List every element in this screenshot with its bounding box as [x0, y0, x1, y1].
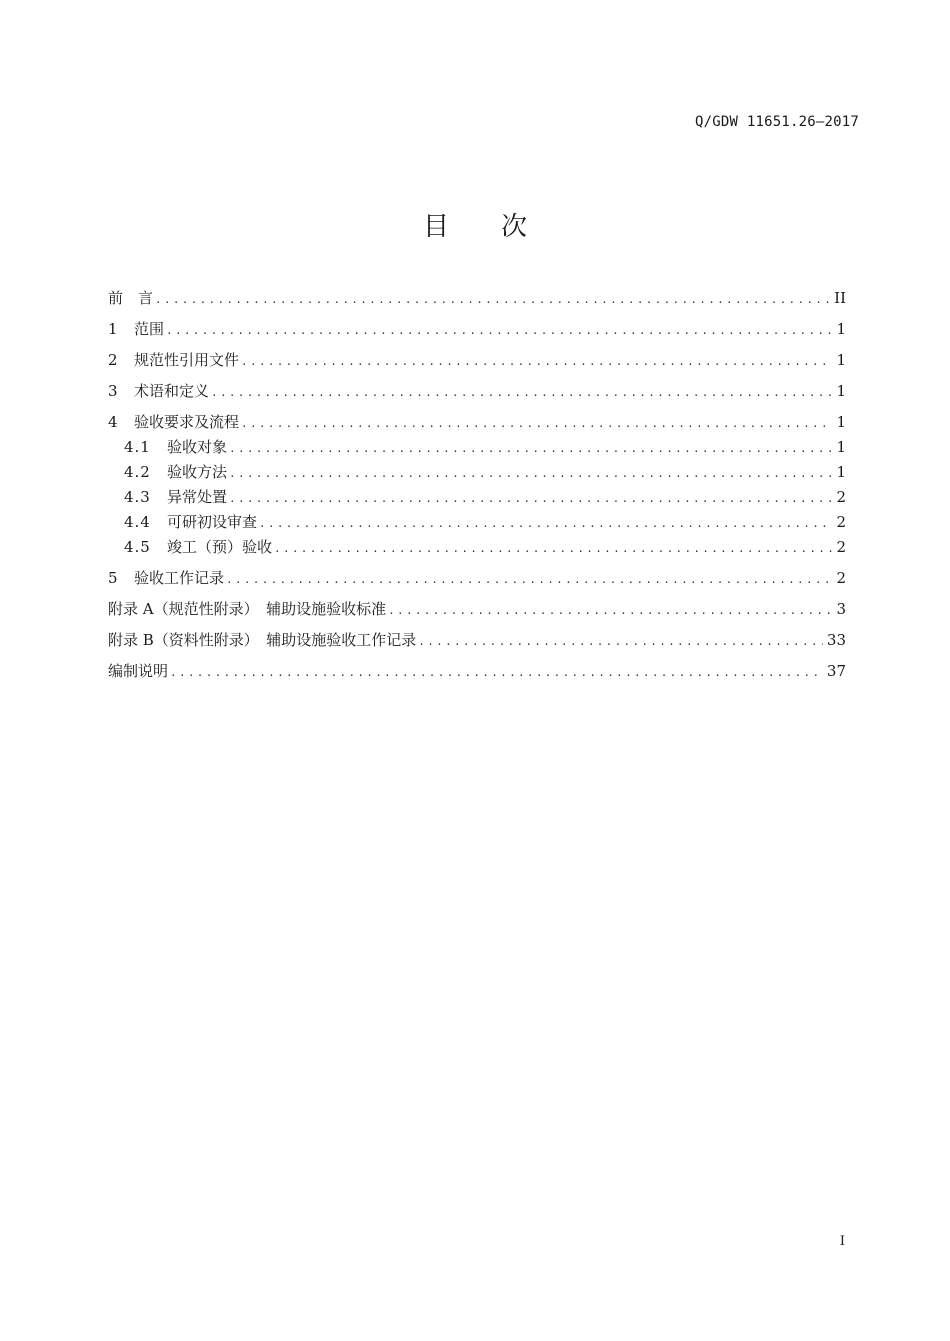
- toc-entry-text: 异常处置: [167, 488, 228, 506]
- page-title: 目次: [422, 212, 579, 242]
- toc-entry-page: 1: [836, 463, 846, 481]
- toc-entry-page: 2: [836, 569, 846, 587]
- toc-leader-dots: [166, 318, 832, 343]
- toc-entry-page: 1: [836, 351, 846, 369]
- toc-entry-page: 2: [836, 488, 846, 506]
- toc-entry-number: 1: [108, 320, 118, 338]
- toc-entry-number: 4.2: [124, 463, 151, 481]
- toc-entry-text: 竣工（预）验收: [167, 538, 273, 556]
- toc-entry-terms[interactable]: [108, 379, 846, 404]
- toc-entry-page: 3: [836, 600, 846, 618]
- toc-entry-completion-acceptance[interactable]: [108, 535, 846, 560]
- toc-entry-feasibility-review[interactable]: [108, 510, 846, 535]
- toc-entry-page: 1: [836, 382, 846, 400]
- toc-entry-page: II: [834, 289, 846, 307]
- toc-entry-exception-handling[interactable]: [108, 485, 846, 510]
- toc-entry-text: 附录 A（规范性附录） 辅助设施验收标准: [108, 600, 387, 618]
- toc-leader-dots: [241, 411, 832, 436]
- toc-leader-dots: [229, 486, 832, 511]
- toc-entry-text: 验收要求及流程: [134, 413, 240, 431]
- toc-entry-number: 4: [108, 413, 118, 431]
- toc-entry-acceptance-object[interactable]: [108, 435, 846, 460]
- table-of-contents: [108, 286, 846, 684]
- toc-entry-text: 规范性引用文件: [134, 351, 240, 369]
- toc-entry-text: 范围: [134, 320, 165, 338]
- toc-entry-number: 4.3: [124, 488, 151, 506]
- toc-leader-dots: [229, 461, 832, 486]
- toc-entry-appendix-b[interactable]: [108, 628, 846, 653]
- toc-entry-text: 验收对象: [167, 438, 228, 456]
- toc-entry-text: 验收方法: [167, 463, 228, 481]
- toc-entry-number: 4.1: [124, 438, 151, 456]
- toc-entry-scope[interactable]: [108, 317, 846, 342]
- toc-entry-acceptance-requirements[interactable]: [108, 410, 846, 435]
- toc-leader-dots: [170, 660, 823, 685]
- toc-entry-text: 附录 B（资料性附录） 辅助设施验收工作记录: [108, 631, 417, 649]
- toc-entry-text: 前 言: [108, 289, 154, 307]
- toc-entry-number: 4.5: [124, 538, 151, 556]
- toc-entry-appendix-a[interactable]: [108, 597, 846, 622]
- toc-entry-acceptance-method[interactable]: [108, 460, 846, 485]
- toc-entry-text: 术语和定义: [134, 382, 210, 400]
- toc-leader-dots: [155, 287, 830, 312]
- toc-leader-dots: [241, 349, 832, 374]
- toc-entry-number: 4.4: [124, 513, 151, 531]
- toc-leader-dots: [211, 380, 832, 405]
- document-code: Q/GDW 11651.26—2017: [695, 114, 859, 130]
- toc-entry-number: 5: [108, 569, 118, 587]
- toc-entry-number: 3: [108, 382, 118, 400]
- toc-entry-page: 1: [836, 438, 846, 456]
- toc-leader-dots: [418, 629, 823, 654]
- toc-entry-text: 编制说明: [108, 662, 169, 680]
- toc-entry-compilation-notes[interactable]: [108, 659, 846, 684]
- page-number: I: [839, 1234, 845, 1249]
- toc-entry-page: 33: [826, 631, 846, 649]
- toc-entry-normative-references[interactable]: [108, 348, 846, 373]
- toc-entry-page: 2: [836, 513, 846, 531]
- toc-leader-dots: [388, 598, 832, 623]
- toc-leader-dots: [274, 536, 832, 561]
- toc-entry-page: 37: [826, 662, 846, 680]
- toc-entry-text: 验收工作记录: [134, 569, 225, 587]
- toc-leader-dots: [226, 567, 832, 592]
- toc-entry-page: 1: [836, 320, 846, 338]
- toc-leader-dots: [259, 511, 832, 536]
- toc-entry-number: 2: [108, 351, 118, 369]
- toc-leader-dots: [229, 436, 832, 461]
- toc-entry-page: 2: [836, 538, 846, 556]
- toc-entry-text: 可研初设审查: [167, 513, 258, 531]
- toc-entry-foreword[interactable]: [108, 286, 846, 311]
- toc-entry-page: 1: [836, 413, 846, 431]
- toc-entry-work-records[interactable]: [108, 566, 846, 591]
